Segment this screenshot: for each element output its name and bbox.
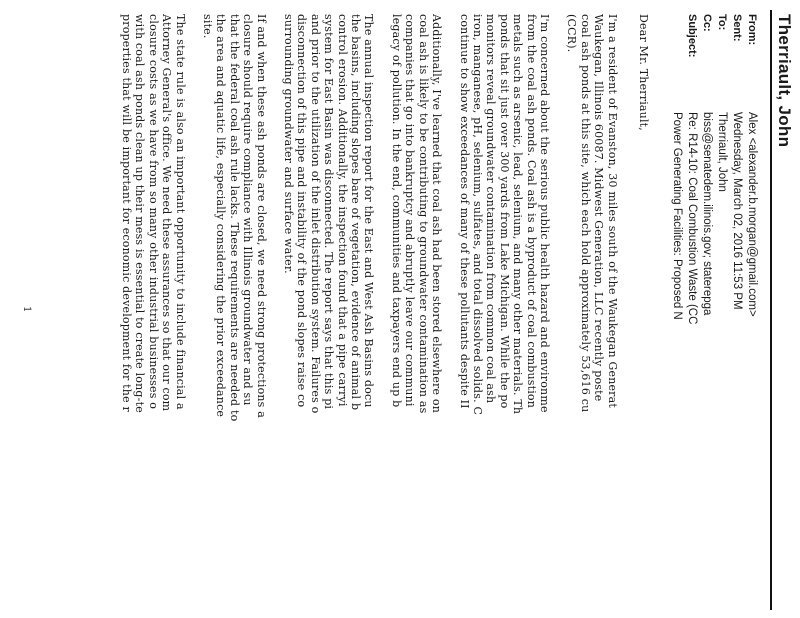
paragraph-5	[201, 14, 268, 421]
text-line: The annual inspection report for the East and West Ash Basins docu	[362, 14, 376, 408]
text-line: legacy of pollution. In the end, communities and taxpayers end up b	[389, 14, 403, 408]
text-line: surrounding groundwater and surface water.	[282, 14, 296, 274]
text-line: I'm a resident of Evanston, 30 miles south of the Waukegan Generat	[605, 14, 619, 409]
page-number: 1	[21, 306, 32, 313]
text-line: The state rule is also an important opportunity to include financial a	[173, 14, 187, 410]
paragraph-6	[120, 14, 187, 421]
text-line: system for East Basin was disconnected. The report says that this pi	[322, 14, 336, 410]
letter-body	[120, 14, 650, 421]
from-label: From:	[746, 14, 758, 46]
header-divider	[770, 10, 772, 610]
text-line: control erosion. Additionally, the inspection found that a pipe carryi	[335, 14, 349, 407]
subject-value-1: Re: R14-10: Coal Combustion Waste (CC	[686, 112, 698, 325]
text-line: closure costs as we have from so many other industrial businesses o	[146, 14, 160, 410]
text-line: companies that go into bankruptcy and abruptly leave our communi	[403, 14, 417, 407]
text-line: the area and aquatic life, especially considering the prior exceedance	[214, 14, 228, 418]
text-line: If and when these ash ponds are closed, we need strong protections a	[254, 14, 268, 418]
to-value: Therriault, John	[716, 112, 728, 192]
text-line: monitors reveal groundwater contamination from common coal ash	[484, 14, 498, 404]
text-line: coal ash ponds at this site, which each hold approximately 53,616 cu	[578, 14, 592, 413]
sent-value: Wednesday, March 02, 2016 11:53 PM	[731, 112, 743, 310]
text-line: ponds that sit just over 300 yards from Lake Michigan. While the po	[497, 14, 511, 409]
subject-value-2: Power Generating Facilities: Proposed N	[671, 112, 683, 320]
paragraph-3	[390, 14, 444, 421]
paragraph-2	[457, 14, 551, 421]
text-line: I'm concerned about the serious public health hazard and environme	[537, 14, 551, 413]
cc-label: Cc:	[701, 14, 713, 32]
text-line: the basins, including slopes bare of vegetation, evidence of animal b	[349, 14, 363, 411]
from-value: Alex <alexander.b.morgan@gmail.com>	[746, 112, 758, 317]
text-line: closure should require compliance with Illinois groundwater and su	[241, 14, 255, 406]
text-line: and prior to the utilization of the inlet distribution system. Failures o	[308, 14, 322, 414]
paragraph-1	[565, 14, 619, 421]
subject-label: Subject:	[686, 14, 698, 58]
text-line: coal ash is likely to be contributing to groundwater contamination as	[416, 14, 430, 414]
to-label: To:	[716, 14, 728, 31]
sent-label: Sent:	[731, 14, 743, 42]
paragraph-4	[282, 14, 376, 421]
text-line: properties that will be important for economic development for the r	[120, 14, 133, 412]
sender-name: Therriault, John	[775, 14, 794, 148]
text-line: Waukegan, Illinois 60087. Midwest Generation, LLC recently poste	[592, 14, 606, 402]
text-line: from the coal ash ponds. Coal ash is a byproduct of coal combustion	[524, 14, 538, 409]
text-line: site.	[201, 14, 215, 39]
text-line: (CCR).	[565, 14, 579, 53]
text-line: with coal ash ponds clean up their mess is essential to create long-te	[133, 14, 147, 413]
text-line: iron, manganese, pH, selenium, sulfates, and total dissolved solids. C	[470, 14, 484, 416]
text-line: that the federal coal ash rule lacks. These requirements are needed to	[227, 14, 241, 422]
text-line: Additionally, I've learned that coal ash had been stored elsewhere on	[430, 14, 444, 413]
text-line: metals such as arsenic, lead, selenium, and many other materials. Th	[511, 14, 525, 415]
text-line: disconnection of this pipe and instability of the pond slopes raise co	[295, 14, 309, 408]
salutation: Dear Mr. Therriault,	[637, 14, 650, 131]
cc-value: biss@senatedem.ilinois.gov; staterepga	[701, 112, 713, 316]
text-line: Attorney General's office. We need these assurances so that our com	[160, 14, 174, 412]
text-line: continue to show exceedances of many of these pollutants despite II	[457, 14, 471, 409]
